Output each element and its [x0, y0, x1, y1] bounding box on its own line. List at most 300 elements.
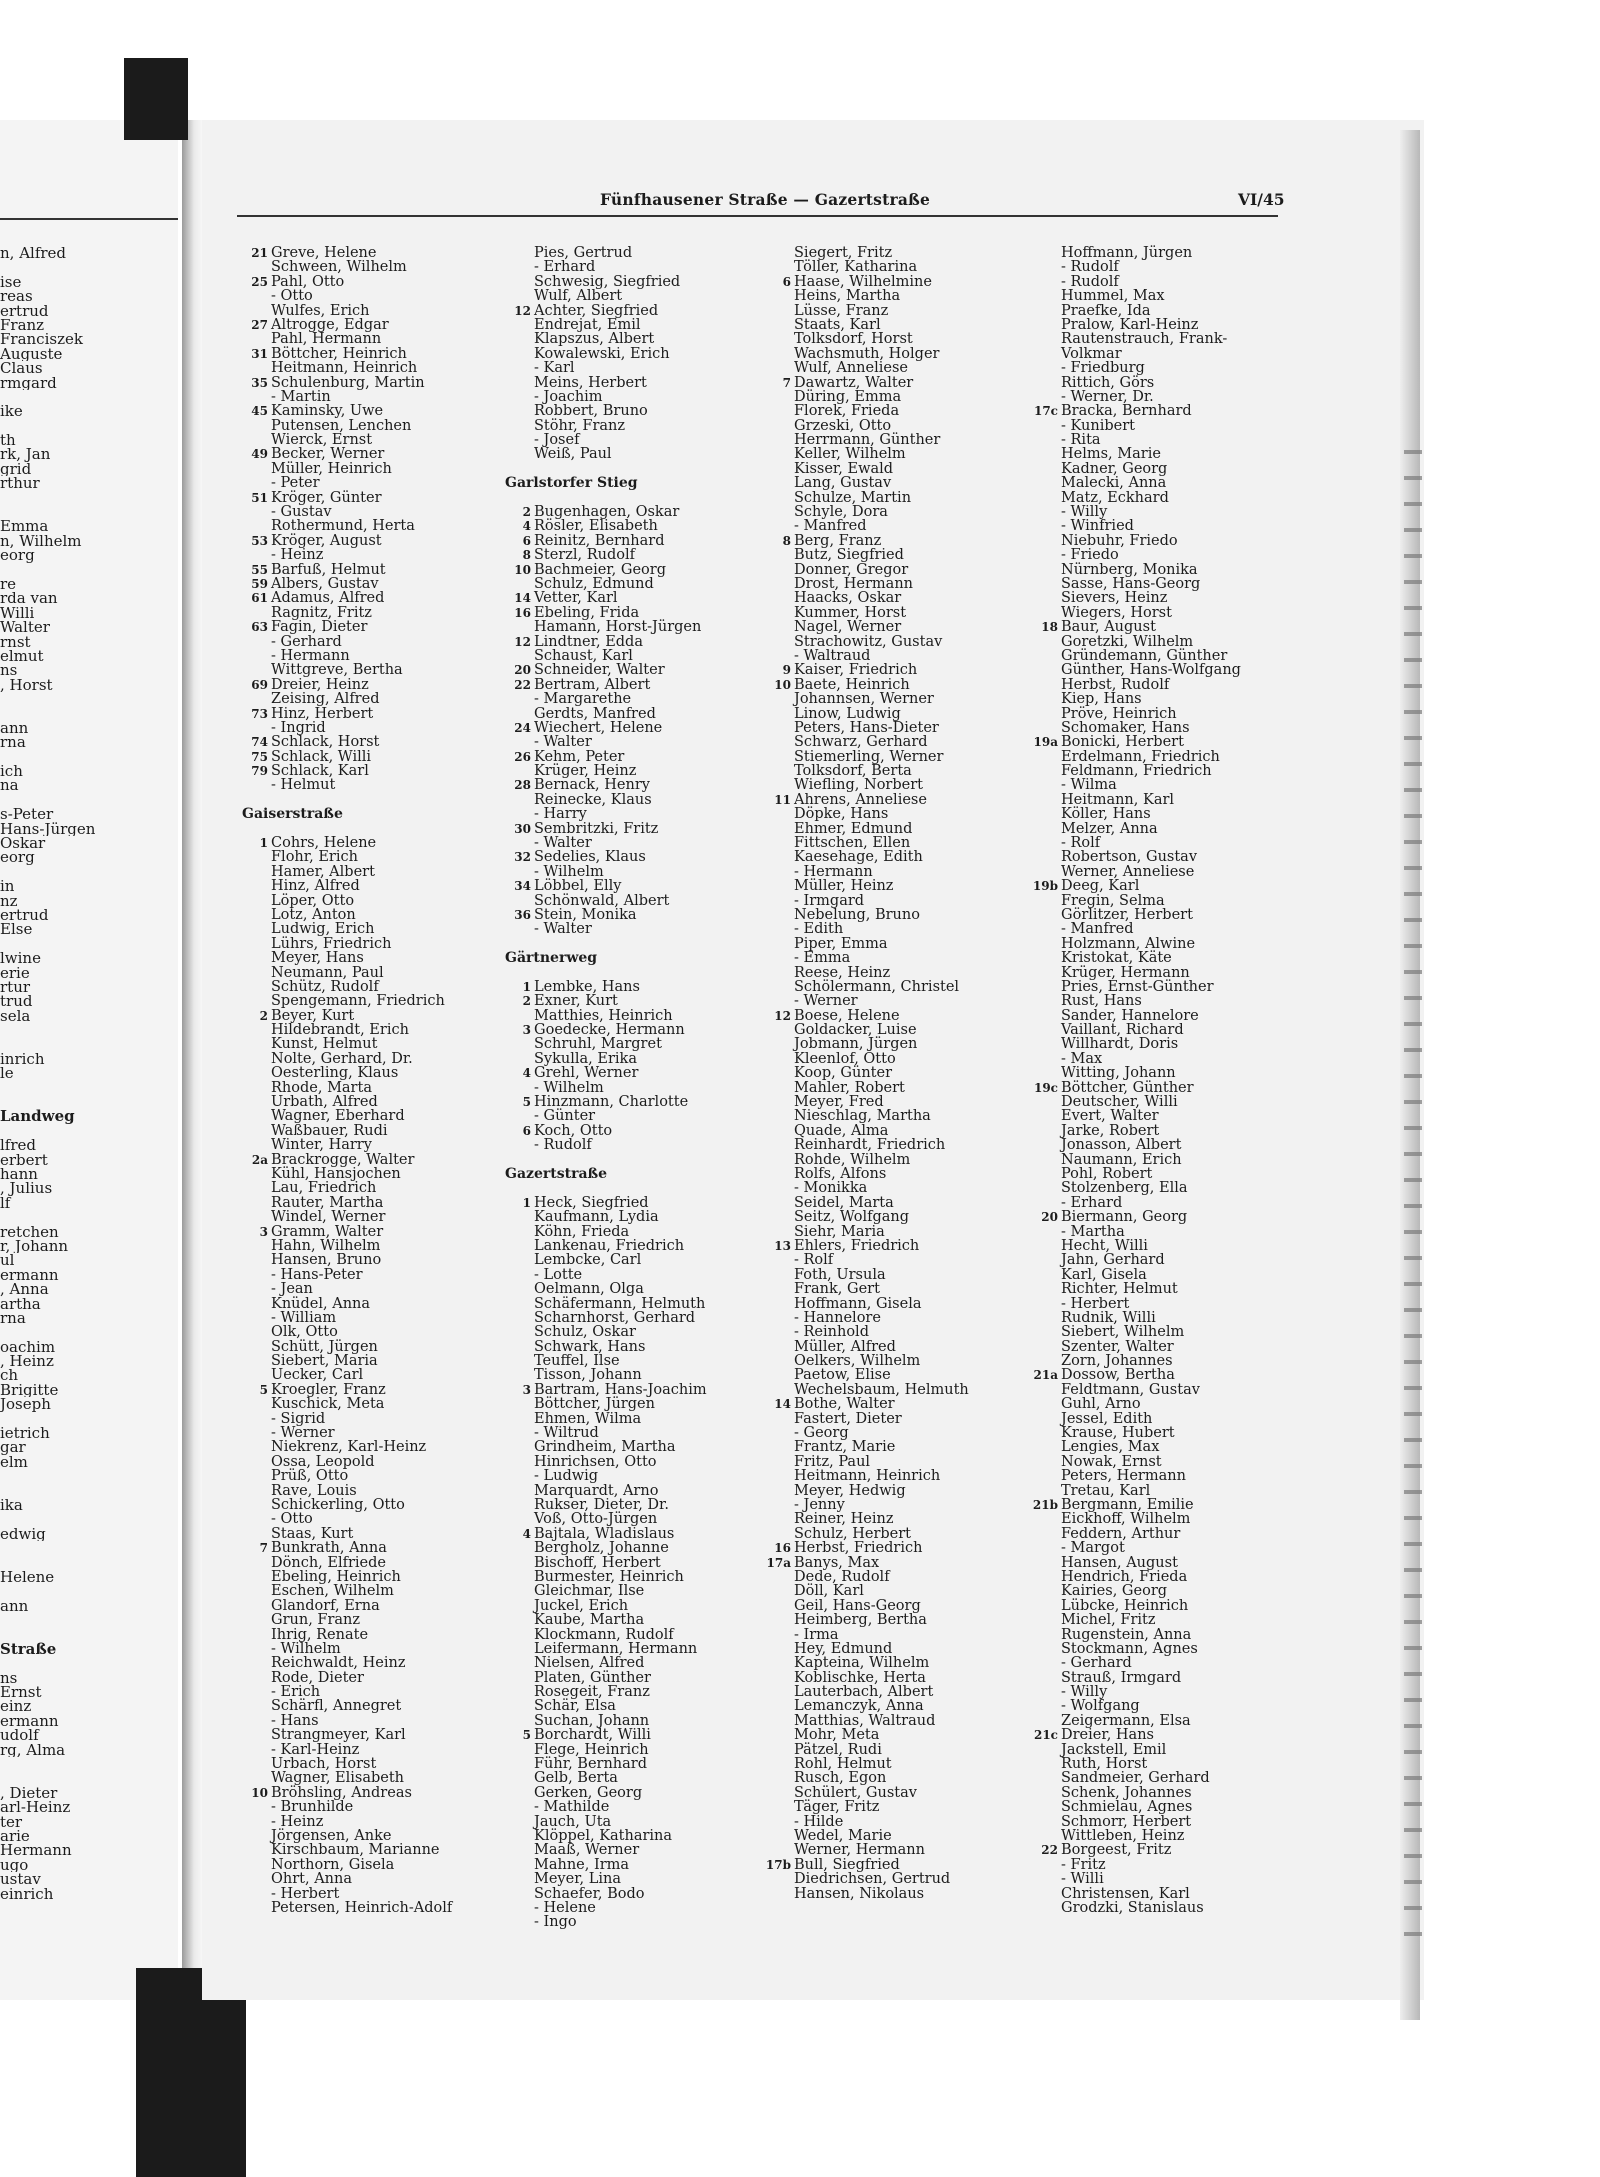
directory-entry: [1030, 1570, 1280, 1584]
directory-entry: [240, 750, 485, 764]
facing-page-entry: [0, 1484, 178, 1498]
directory-entry: [240, 1095, 485, 1109]
resident-name: - Rudolf: [534, 1137, 592, 1154]
resident-name: - Karl-Heinz: [271, 1741, 360, 1758]
directory-entry: [503, 649, 771, 663]
facing-page-entry: na: [0, 778, 19, 793]
directory-entry: [1030, 1887, 1280, 1901]
resident-name: Rosegeit, Franz: [534, 1684, 650, 1701]
directory-entry: [503, 994, 771, 1008]
resident-name: - Reinhold: [794, 1324, 869, 1341]
facing-page-entry: hann: [0, 1167, 38, 1182]
directory-entry: [1030, 519, 1280, 533]
house-number: 59: [251, 576, 268, 591]
directory-entry: [240, 1728, 485, 1742]
directory-entry: [1030, 750, 1280, 764]
directory-entry: [763, 491, 1033, 505]
house-number: 21a: [1033, 1368, 1058, 1383]
resident-name: - Otto: [271, 288, 313, 305]
house-number: 8: [522, 548, 531, 563]
resident-name: Exner, Kurt: [534, 993, 618, 1010]
facing-page-entry: rna: [0, 735, 26, 750]
resident-name: Bergholz, Johanne: [534, 1540, 669, 1557]
directory-entry: [503, 778, 771, 792]
directory-entry: [503, 1297, 771, 1311]
resident-name: Müller, Heinz: [794, 878, 894, 895]
facing-page-entry: , Heinz: [0, 1354, 54, 1369]
facing-page-entry: Else: [0, 922, 33, 937]
resident-name: Gleichmar, Ilse: [534, 1583, 645, 1600]
resident-name: Ahrens, Anneliese: [794, 791, 927, 808]
directory-entry: [503, 548, 771, 562]
directory-entry: [763, 1282, 1033, 1296]
directory-entry: [1030, 606, 1280, 620]
resident-name: Grehl, Werner: [534, 1065, 639, 1082]
facing-page-entry: [0, 419, 178, 433]
resident-name: Melzer, Anna: [1061, 820, 1158, 837]
facing-page-entry: retchen: [0, 1224, 59, 1239]
directory-entry: [240, 1397, 485, 1411]
resident-name: Cohrs, Helene: [271, 835, 377, 852]
directory-entry: [763, 1397, 1033, 1411]
directory-entry: [503, 1584, 771, 1598]
directory-entry: [1030, 807, 1280, 821]
directory-entry: [240, 1297, 485, 1311]
resident-name: Achter, Siegfried: [534, 302, 659, 319]
resident-name: Sander, Hannelore: [1061, 1007, 1199, 1024]
directory-entry: [503, 1498, 771, 1512]
house-number: 61: [251, 591, 268, 606]
directory-entry: [1030, 1584, 1280, 1598]
directory-entry: [1030, 1728, 1280, 1742]
resident-name: Marquardt, Arno: [534, 1482, 659, 1499]
directory-entry: [1030, 1066, 1280, 1080]
directory-entry: [503, 1541, 771, 1555]
resident-name: Banys, Max: [794, 1554, 880, 1571]
resident-name: Ehmer, Edmund: [794, 820, 913, 837]
resident-name: Windel, Werner: [271, 1209, 386, 1226]
resident-name: Jonasson, Albert: [1061, 1137, 1182, 1154]
house-number: 16: [514, 605, 531, 620]
resident-name: Bernack, Henry: [534, 777, 650, 794]
directory-entry: [763, 246, 1033, 260]
house-number: 2: [259, 1008, 268, 1023]
facing-page-entry: [0, 793, 178, 807]
directory-entry: [240, 491, 485, 505]
resident-name: - Sigrid: [271, 1410, 326, 1427]
directory-entry: [763, 318, 1033, 332]
facing-page-entry: udolf: [0, 1728, 39, 1743]
directory-entry: [763, 1196, 1033, 1210]
directory-entry: [503, 822, 771, 836]
directory-entry: [763, 879, 1033, 893]
directory-entry: [240, 1484, 485, 1498]
directory-entry: [763, 1009, 1033, 1023]
directory-entry: [763, 1469, 1033, 1483]
resident-name: Kaufmann, Lydia: [534, 1209, 659, 1226]
directory-entry: [240, 980, 485, 994]
facing-page-entry: ns: [0, 663, 18, 678]
directory-entry: [1030, 1685, 1280, 1699]
resident-name: Wechelsbaum, Helmuth: [794, 1381, 969, 1398]
resident-name: - Friedo: [1061, 547, 1119, 564]
directory-entry: [1030, 1253, 1280, 1267]
resident-name: Wiechert, Helene: [534, 719, 663, 736]
directory-entry: [1030, 1786, 1280, 1800]
resident-name: Klapszus, Albert: [534, 331, 655, 348]
facing-page-entry: [0, 1757, 178, 1771]
directory-entry: [1030, 304, 1280, 318]
house-number: 6: [522, 533, 531, 548]
house-number: 34: [514, 879, 531, 894]
directory-entry: [240, 922, 485, 936]
resident-name: Rave, Louis: [271, 1482, 357, 1499]
directory-entry: [503, 275, 771, 289]
resident-name: Ruth, Horst: [1061, 1756, 1148, 1773]
facing-page-entry: rmgard: [0, 375, 57, 390]
directory-entry: [763, 1239, 1033, 1253]
resident-name: - Fritz: [1061, 1856, 1106, 1873]
facing-page-header-rule: [0, 218, 178, 220]
directory-entry: [503, 1685, 771, 1699]
directory-entry: [763, 1728, 1033, 1742]
directory-entry: [503, 376, 771, 390]
directory-entry: [763, 1081, 1033, 1095]
resident-name: - Irma: [794, 1626, 839, 1643]
resident-name: Kröger, August: [271, 532, 382, 549]
resident-name: - Waltraud: [794, 647, 871, 664]
resident-name: Paetow, Elise: [794, 1367, 891, 1384]
resident-name: Schenk, Johannes: [1061, 1784, 1192, 1801]
resident-name: Schaefer, Bodo: [534, 1885, 645, 1902]
directory-entry: [1030, 534, 1280, 548]
facing-page-entry: trud: [0, 994, 33, 1009]
facing-page-entry: [0, 1469, 178, 1483]
directory-entry: [503, 1095, 771, 1109]
street-heading: [240, 807, 485, 821]
resident-name: Koch, Otto: [534, 1122, 613, 1139]
resident-name: Schulze, Martin: [794, 489, 912, 506]
resident-name: Putensen, Lenchen: [271, 417, 412, 434]
directory-entry: [1030, 1843, 1280, 1857]
house-number: 3: [259, 1224, 268, 1239]
directory-entry: [1030, 1800, 1280, 1814]
resident-name: Lengies, Max: [1061, 1439, 1160, 1456]
house-number: 20: [1041, 1210, 1058, 1225]
directory-entry: [1030, 1671, 1280, 1685]
resident-name: Richter, Helmut: [1061, 1281, 1178, 1298]
resident-name: Grodzki, Stanislaus: [1061, 1899, 1204, 1916]
directory-entry: [1030, 721, 1280, 735]
resident-name: - Joachim: [534, 388, 603, 405]
directory-entry: [240, 1037, 485, 1051]
directory-entry: [503, 692, 771, 706]
facing-page-entry: ertrud: [0, 907, 49, 923]
resident-name: Vaillant, Richard: [1061, 1022, 1184, 1039]
spacer: [503, 937, 771, 951]
directory-entry: [763, 548, 1033, 562]
resident-name: Ebeling, Heinrich: [271, 1568, 401, 1585]
directory-entry: [240, 1023, 485, 1037]
directory-entry: [240, 735, 485, 749]
directory-entry: [240, 1901, 485, 1915]
resident-name: Scharnhorst, Gerhard: [534, 1309, 696, 1326]
directory-entry: [1030, 1469, 1280, 1483]
directory-entry: [763, 994, 1033, 1008]
directory-entry: [240, 1311, 485, 1325]
resident-name: - Hans-Peter: [271, 1266, 363, 1283]
directory-entry: [503, 663, 771, 677]
resident-name: Neumann, Paul: [271, 964, 384, 981]
resident-name: Görlitzer, Herbert: [1061, 906, 1193, 923]
facing-page-entry: lf: [0, 1195, 11, 1211]
directory-entry: [1030, 1498, 1280, 1512]
directory-entry: [1030, 1109, 1280, 1123]
directory-entry: [240, 1685, 485, 1699]
directory-entry: [763, 1181, 1033, 1195]
resident-name: Willhardt, Doris: [1061, 1036, 1179, 1053]
resident-name: Robbert, Bruno: [534, 403, 648, 420]
house-number: 30: [514, 821, 531, 836]
directory-entry: [503, 1311, 771, 1325]
resident-name: Schmorr, Herbert: [1061, 1813, 1192, 1830]
resident-name: Florek, Frieda: [794, 403, 900, 420]
directory-entry: [763, 347, 1033, 361]
resident-name: Kummer, Horst: [794, 604, 907, 621]
directory-entry: [1030, 1023, 1280, 1037]
resident-name: Beyer, Kurt: [271, 1007, 355, 1024]
directory-entry: [763, 678, 1033, 692]
directory-entry: [240, 1570, 485, 1584]
directory-entry: [503, 721, 771, 735]
resident-name: - Werner: [794, 993, 858, 1010]
directory-entry: [240, 275, 485, 289]
resident-name: Flohr, Erich: [271, 849, 358, 866]
resident-name: Kowalewski, Erich: [534, 345, 670, 362]
directory-entry: [240, 591, 485, 605]
facing-page-entry: Emma: [0, 519, 49, 534]
resident-name: Nielsen, Alfred: [534, 1655, 645, 1672]
resident-name: Endrejat, Emil: [534, 316, 641, 333]
facing-page-street-heading: Straße: [0, 1641, 57, 1657]
resident-name: Nagel, Werner: [794, 619, 902, 636]
resident-name: Grzeski, Otto: [794, 417, 892, 434]
house-number: 2: [522, 505, 531, 520]
resident-name: Greve, Helene: [271, 245, 377, 261]
resident-name: Rukser, Dieter, Dr.: [534, 1496, 670, 1513]
facing-page-entry: ika: [0, 1497, 23, 1513]
resident-name: Kaube, Martha: [534, 1612, 645, 1629]
directory-entry: [763, 1743, 1033, 1757]
resident-name: Voß, Otto-Jürgen: [534, 1511, 658, 1528]
directory-entry: [503, 606, 771, 620]
resident-name: Feldtmann, Gustav: [1061, 1381, 1200, 1398]
directory-entry: [240, 1009, 485, 1023]
directory-entry: [503, 1484, 771, 1498]
resident-name: Hildebrandt, Erich: [271, 1022, 409, 1039]
directory-entry: [1030, 894, 1280, 908]
directory-entry: [503, 1901, 771, 1915]
directory-entry: [503, 1340, 771, 1354]
resident-name: Jessel, Edith: [1061, 1410, 1153, 1427]
resident-name: Heins, Martha: [794, 288, 901, 305]
resident-name: Ludwig, Erich: [271, 921, 375, 938]
resident-name: Schmielau, Agnes: [1061, 1799, 1193, 1816]
resident-name: Rohde, Wilhelm: [794, 1151, 911, 1168]
resident-name: Evert, Walter: [1061, 1108, 1159, 1125]
resident-name: Rode, Dieter: [271, 1669, 364, 1686]
facing-page-entry: Hans-Jürgen: [0, 821, 96, 837]
directory-entry: [1030, 1354, 1280, 1368]
resident-name: Mahler, Robert: [794, 1079, 905, 1096]
directory-entry: [503, 764, 771, 778]
directory-entry: [763, 1671, 1033, 1685]
directory-entry: [763, 721, 1033, 735]
facing-page-entry: [0, 505, 178, 519]
directory-entry: [1030, 332, 1280, 346]
resident-name: Meyer, Lina: [534, 1871, 622, 1888]
resident-name: Hansen, Nikolaus: [794, 1885, 925, 1902]
spacer: [503, 966, 771, 980]
resident-name: Koop, Günter: [794, 1065, 893, 1082]
directory-entry: [763, 419, 1033, 433]
resident-name: Koblischke, Herta: [794, 1669, 926, 1686]
directory-entry: [503, 433, 771, 447]
directory-entry: [763, 390, 1033, 404]
resident-name: Leifermann, Hermann: [534, 1640, 698, 1657]
directory-entry: [1030, 937, 1280, 951]
directory-entry: [240, 332, 485, 346]
directory-entry: [763, 534, 1033, 548]
resident-name: Schütt, Jürgen: [271, 1338, 378, 1355]
directory-entry: [1030, 447, 1280, 461]
house-number: 35: [251, 375, 268, 390]
directory-entry: [1030, 1095, 1280, 1109]
directory-entry: [503, 1210, 771, 1224]
directory-entry: [240, 433, 485, 447]
directory-entry: [763, 1887, 1033, 1901]
directory-entry: [240, 1368, 485, 1382]
house-number: 32: [514, 850, 531, 865]
spacer: [240, 822, 485, 836]
directory-entry: [763, 1570, 1033, 1584]
directory-entry: [240, 289, 485, 303]
resident-name: Pries, Ernst-Günther: [1061, 978, 1214, 995]
resident-name: Zorn, Johannes: [1061, 1353, 1173, 1370]
facing-page-entry: Ernst: [0, 1685, 42, 1700]
street-name: Gaiserstraße: [242, 806, 343, 823]
spacer: [240, 793, 485, 807]
resident-name: Jackstell, Emil: [1061, 1741, 1167, 1758]
house-number: 1: [522, 979, 531, 994]
house-number: 51: [251, 490, 268, 505]
directory-entry: [503, 1282, 771, 1296]
resident-name: - Werner, Dr.: [1061, 388, 1154, 405]
house-number: 7: [259, 1541, 268, 1556]
facing-page-entry: ann: [0, 720, 29, 736]
resident-name: - Max: [1061, 1050, 1103, 1067]
resident-name: Hinz, Alfred: [271, 878, 360, 895]
page-edge-tabs: [1404, 440, 1422, 1940]
house-number: 55: [251, 562, 268, 577]
directory-entry: [763, 1095, 1033, 1109]
resident-name: Olk, Otto: [271, 1324, 338, 1341]
resident-name: - Josef: [534, 432, 580, 449]
facing-page-entry: r, Johann: [0, 1238, 69, 1254]
resident-name: Lemanczyk, Anna: [794, 1698, 924, 1715]
directory-entry: [763, 822, 1033, 836]
directory-entry: [1030, 1383, 1280, 1397]
resident-name: Lauterbach, Albert: [794, 1684, 934, 1701]
resident-name: Kaiser, Friedrich: [794, 662, 918, 679]
resident-name: Ossa, Leopold: [271, 1453, 375, 1470]
resident-name: Schulz, Edmund: [534, 575, 654, 592]
resident-name: Borchardt, Willi: [534, 1727, 651, 1744]
facing-page-entry: le: [0, 1066, 14, 1081]
resident-name: Matthies, Heinrich: [534, 1007, 673, 1024]
directory-entry: [503, 505, 771, 519]
directory-entry: [1030, 1512, 1280, 1526]
resident-name: Gerdts, Manfred: [534, 705, 656, 722]
resident-name: Heitmann, Heinrich: [271, 360, 418, 377]
directory-column-2: [503, 246, 771, 1930]
directory-entry: [763, 1311, 1033, 1325]
directory-entry: [240, 563, 485, 577]
directory-entry: [240, 1268, 485, 1282]
directory-entry: [240, 836, 485, 850]
resident-name: Schulz, Oskar: [534, 1324, 636, 1341]
spacer: [503, 1181, 771, 1195]
resident-name: - Willi: [1061, 1871, 1104, 1888]
resident-name: Rusch, Egon: [794, 1770, 887, 1787]
resident-name: - Erhard: [534, 259, 596, 276]
resident-name: Siehr, Maria: [794, 1223, 885, 1240]
resident-name: Herbst, Friedrich: [794, 1540, 923, 1557]
resident-name: Weiß, Paul: [534, 446, 612, 463]
resident-name: Wagner, Elisabeth: [271, 1770, 405, 1787]
resident-name: - Helene: [534, 1899, 596, 1916]
resident-name: Werner, Hermann: [794, 1842, 925, 1859]
facing-page-entry: n, Alfred: [0, 246, 67, 261]
directory-entry: [763, 764, 1033, 778]
resident-name: Jobmann, Jürgen: [794, 1036, 918, 1053]
resident-name: Lang, Gustav: [794, 475, 892, 492]
directory-entry: [1030, 1009, 1280, 1023]
directory-entry: [1030, 822, 1280, 836]
directory-entry: [1030, 433, 1280, 447]
facing-page-entry: [0, 491, 178, 505]
resident-name: Oelmann, Olga: [534, 1281, 644, 1298]
house-number: 3: [522, 1382, 531, 1397]
directory-entry: [1030, 922, 1280, 936]
resident-name: Kuschick, Meta: [271, 1396, 385, 1413]
directory-entry: [503, 908, 771, 922]
spacer: [503, 1153, 771, 1167]
directory-entry: [1030, 1757, 1280, 1771]
resident-name: Petersen, Heinrich-Adolf: [271, 1899, 453, 1916]
facing-page-entry: [0, 1037, 178, 1051]
directory-entry: [240, 635, 485, 649]
resident-name: Drost, Hermann: [794, 575, 914, 592]
resident-name: Kisser, Ewald: [794, 460, 894, 477]
facing-page-entry: oachim: [0, 1339, 56, 1355]
facing-page-entry: [0, 1613, 178, 1627]
directory-entry: [763, 1699, 1033, 1713]
resident-name: Geil, Hans-Georg: [794, 1597, 921, 1614]
resident-name: Keller, Wilhelm: [794, 446, 906, 463]
resident-name: Lembke, Hans: [534, 978, 640, 995]
resident-name: Flege, Heinrich: [534, 1741, 649, 1758]
